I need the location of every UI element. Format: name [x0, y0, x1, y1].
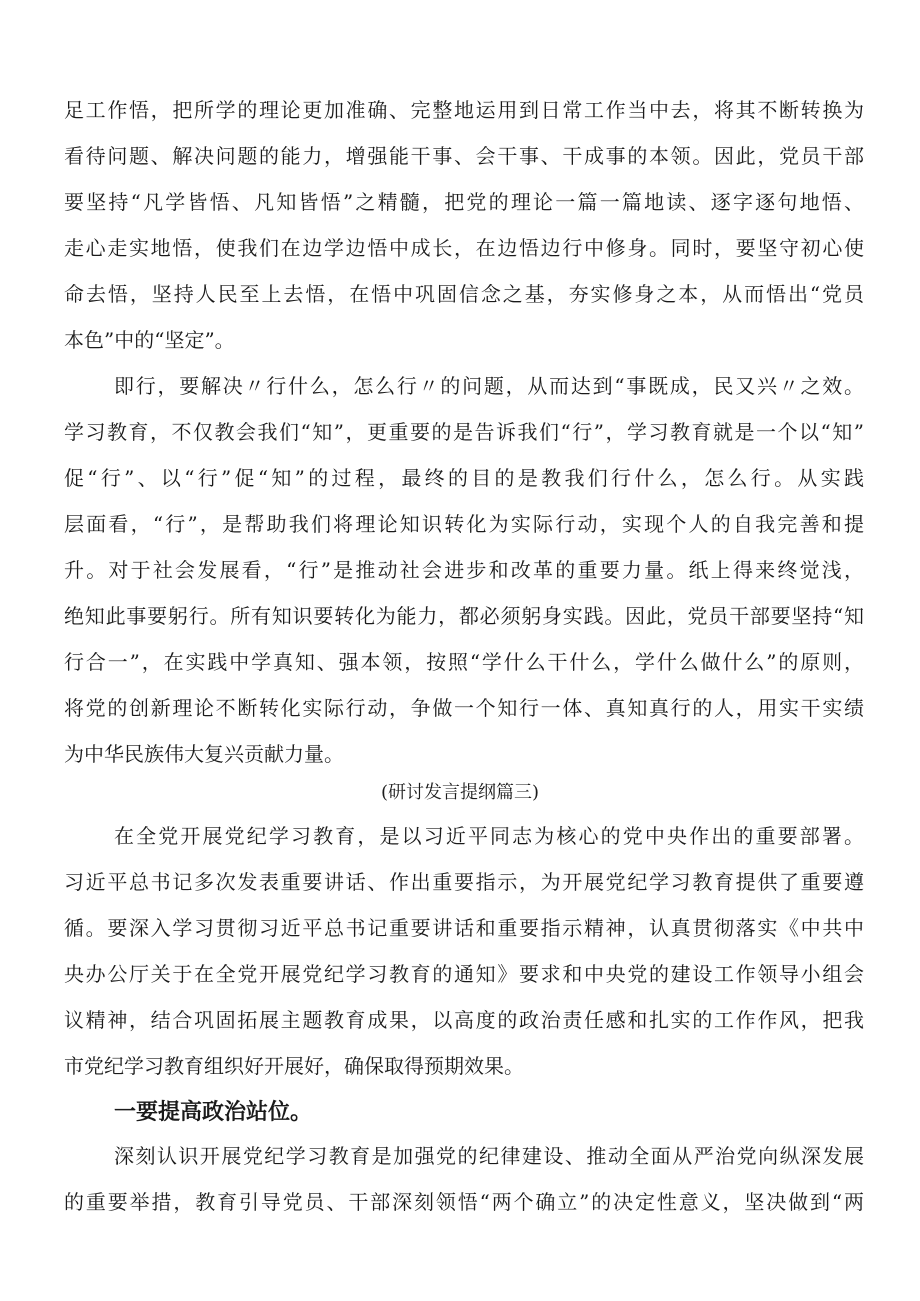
paragraph2-line: 即行，要解决〃行什么，怎么行〃的问题，从而达到“事既成，民又兴〃之效。 [114, 374, 864, 398]
paragraph2-line: 行合一”，在实践中学真知、强本领，按照“学什么干什么，学什么做什么”的原则， [64, 650, 864, 674]
paragraph3-line: 循。要深入学习贯彻习近平总书记重要讲话和重要指示精神，认真贯彻落实《中共中 [64, 916, 864, 940]
paragraph1-line: 足工作悟，把所学的理论更加准确、完整地运用到日常工作当中去，将其不断转换为 [64, 98, 864, 122]
paragraph4-line: 的重要举措，教育引导党员、干部深刻领悟“两个确立”的决定性意义，坚决做到“两 [64, 1190, 864, 1214]
paragraph3-line: 央办公厅关于在全党开展党纪学习教育的通知》要求和中央党的建设工作领导小组会 [64, 962, 864, 986]
paragraph3-line: 在全党开展党纪学习教育，是以习近平同志为核心的党中央作出的重要部署。 [114, 824, 864, 848]
paragraph2-line: 学习教育，不仅教会我们“知”，更重要的是告诉我们“行”，学习教育就是一个以“知” [64, 420, 864, 444]
paragraph1-line: 命去悟，坚持人民至上去悟，在悟中巩固信念之基，夯实修身之本，从而悟出“党员 [64, 282, 864, 306]
paragraph3-line: 习近平总书记多次发表重要讲话、作出重要指示，为开展党纪学习教育提供了重要遵 [64, 870, 864, 894]
paragraph2-line: 升。对于社会发展看，“行”是推动社会进步和改革的重要力量。纸上得来终觉浅， [64, 558, 864, 582]
section-title: (研讨发言提纲篇三) [380, 782, 540, 803]
paragraph4-line: 深刻认识开展党纪学习教育是加强党的纪律建设、推动全面从严治党向纵深发展 [114, 1144, 864, 1168]
paragraph1-line: 走心走实地悟，使我们在边学边悟中成长，在边悟边行中修身。同时，要坚守初心使 [64, 236, 864, 260]
paragraph2-line: 将党的创新理论不断转化实际行动，争做一个知行一体、真知真行的人，用实干实绩 [64, 696, 864, 720]
paragraph2-line: 为中华民族伟大复兴贡献力量。 [64, 742, 344, 766]
paragraph1-line: 要坚持“凡学皆悟、凡知皆悟”之精髓，把党的理论一篇一篇地读、逐字逐句地悟、 [64, 190, 864, 214]
paragraph3-line: 市党纪学习教育组织好开展好，确保取得预期效果。 [64, 1054, 524, 1078]
paragraph3-line: 议精神，结合巩固拓展主题教育成果，以高度的政治责任感和扎实的工作作风，把我 [64, 1008, 864, 1032]
paragraph1-line: 看待问题、解决问题的能力，增强能干事、会干事、干成事的本领。因此，党员干部 [64, 144, 864, 168]
paragraph2-line: 层面看，“行”，是帮助我们将理论知识转化为实际行动，实现个人的自我完善和提 [64, 512, 864, 536]
paragraph2-line: 促“行”、以“行”促“知”的过程，最终的目的是教我们行什么，怎么行。从实践 [64, 466, 864, 490]
section-heading: 一要提高政治站位。 [114, 1100, 313, 1125]
paragraph2-line: 绝知此事要躬行。所有知识要转化为能力，都必须躬身实践。因此，党员干部要坚持“知 [64, 604, 864, 628]
paragraph1-line: 本色”中的“坚定”。 [64, 328, 235, 352]
